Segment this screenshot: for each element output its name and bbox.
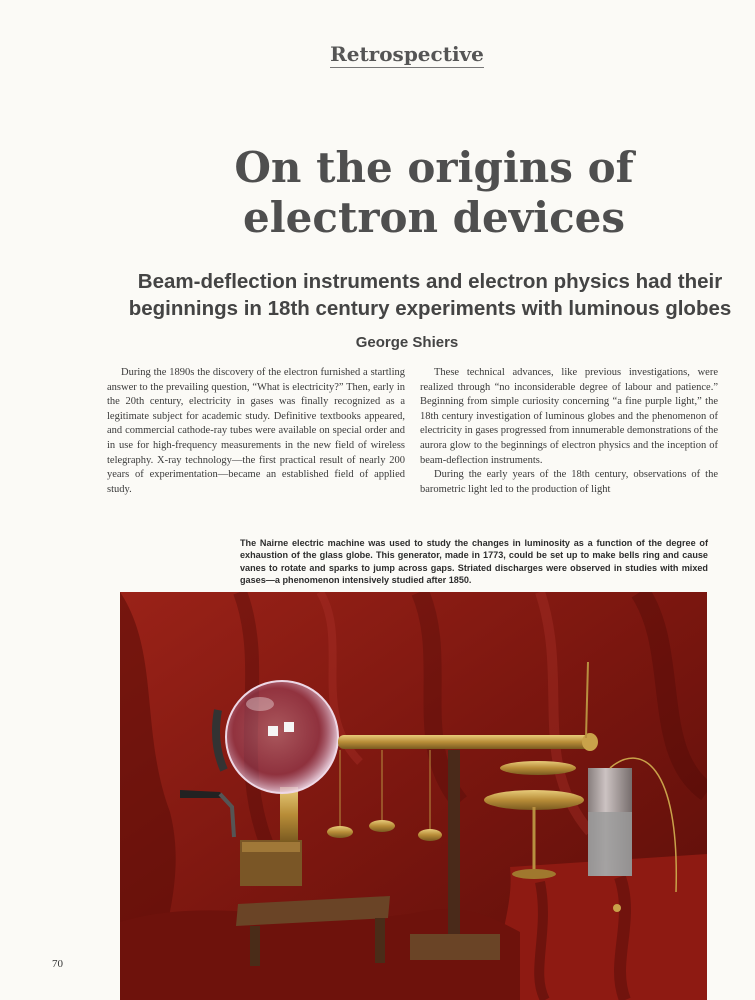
body-paragraph: During the 1890s the discovery of the electron furnished a startling answer to the prevailing question, “What is electricity?” Then, early in the 20th century, electricity in gases was finally recognized as a legitimate subject for academic study. Definitive textbooks appeared, and commercial cathode-ray tubes were available on special order and in use for high-frequency measurements in the new field of wireless telegraphy. X-ray technology—the first practical result of nearly 200 years of experimentation—became an established field of applied study. bbox=[107, 367, 405, 495]
body-column-left bbox=[107, 366, 405, 497]
section-label bbox=[0, 42, 755, 66]
article-title bbox=[160, 143, 708, 243]
figure-caption: The Nairne electric machine was used to study the changes in luminosity as a function of the degree of exhaustion of the glass globe. This generator, made in 1773, could be set up to make bells ring and cause vanes to rotate and sparks to jump across gaps. Striated discharges were observed in studies with mixed gases—a phenomenon intensively studied after 1850. bbox=[240, 538, 708, 586]
nairne-electric-machine-photo bbox=[120, 592, 707, 1000]
body-paragraph: During the early years of the 18th century, observations of the barometric light led to the production of light bbox=[420, 469, 718, 495]
title-line-2: electron devices bbox=[242, 193, 626, 242]
page-number: 70 bbox=[52, 958, 63, 970]
article-subtitle bbox=[100, 268, 755, 322]
title-line-1: On the origins of bbox=[234, 143, 634, 192]
figure-photo bbox=[120, 592, 707, 1000]
body-paragraph: These technical advances, like previous investigations, were realized through “no inconsiderable degree of labour and patience.” Beginning from simple curiosity concerning “a fine purple light,” the 18th century investigation of luminous globes and the phenomenon of electricity in gases progressed from innumerable demonstrations of the aurora glow to the beginnings of electron physics and the inception of beam-deflection instruments. bbox=[420, 367, 718, 466]
subtitle-line-2: beginnings in 18th century experiments with luminous globes bbox=[128, 297, 732, 320]
subtitle-line-1: Beam-deflection instruments and electron physics had their bbox=[137, 270, 723, 293]
body-column-right bbox=[420, 366, 718, 497]
section-label-text: Retrospective bbox=[330, 42, 484, 66]
author-byline: George Shiers bbox=[355, 334, 459, 351]
